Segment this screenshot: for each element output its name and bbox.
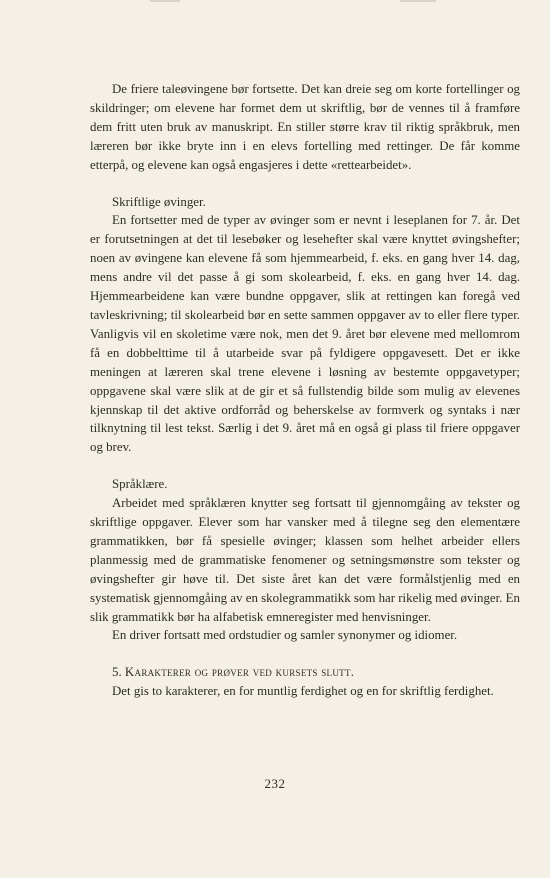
grammar-paragraph-2: En driver fortsatt med ordstudier og samler synonymer og idiomer. [112, 628, 458, 643]
section-5-paragraph: Det gis to karakterer, en for muntlig ferdighet og en for skriftlig ferdighet. [112, 684, 494, 699]
section-5-number: 5. [112, 665, 122, 680]
written-exercises-heading: Skriftlige øvinger. [112, 194, 206, 209]
page-number: 232 [264, 776, 286, 791]
top-edge-mark-right [400, 0, 436, 2]
top-edge-mark-left [150, 0, 180, 2]
spacer [90, 645, 520, 663]
spacer [90, 457, 520, 475]
intro-paragraph: De friere taleøvingene bør fortsette. Det kan dreie seg om korte fortellinger og skildringer; om elevene har formet dem ut skriftlig, bør de vennes til å framføre dem fritt uten bruk av manuskript. En stiller større krav til riktig språkbruk, men læreren bør ikke bryte inn i en elevs fortelling med rettinger. De får komme etterpå, og elevene kan også engasjeres i dette «rettearbeidet». [90, 82, 520, 172]
grammar-heading: Språklære. [112, 477, 168, 492]
grammar-paragraph-1: Arbeidet med språklæren knytter seg fortsatt til gjennomgåing av tekster og skriftlige oppgaver. Elever som har vansker med å tilegne seg den elementære grammatikken, bør få spesielle øvinger; klassen som helhet arbeider ellers planmessig med de grammatiske fenomener og setningsmønstre som tekster og øvingshefter gir høve til. Det siste året kan det være formålstjenlig med en systematisk gjennomgåing av en skolegrammatikk som har rikelig med øvinger. En slik grammatikk bør ha alfabetisk emneregister med henvisninger. [90, 496, 520, 624]
section-5-heading [90, 663, 520, 682]
section-5-title: Karakterer og prøver ved kursets slutt. [124, 665, 355, 680]
document-page [90, 56, 520, 701]
written-exercises-paragraph: En fortsetter med de typer av øvinger som er nevnt i leseplanen for 7. år. Det er forutsetningen at det til lesebøker og lesehefter skal være knyttet øvingshefter; noen av øvingene kan elevene få som hjemmearbeid, f. eks. en gang hver 14. dag, mens andre vil det passe å gi som skolearbeid, f. eks. en gang hver 14. dag. Hjemmearbeidene kan være bundne oppgaver, slik at rettingen kan foregå ved tavleskrivning; til skolearbeid bør en sette sammen oppgaver av to eller flere typer. Vanligvis vil en skoletime være nok, men det 9. året bør elevene med mellomrom få en dobbelttime til å utarbeide svar på fyldigere oppgavesett. Det er ikke meningen at læreren skal trene elevene i løsning av bestemte oppgavetyper; oppgavene skal være slik at de gir et så fullstendig bilde som mulig av elevenes kjennskap til det aktive ordforråd og beherskelse av formverk og syntaks i nær tilknytning til lest tekst. Særlig i det 9. året må en også gi plass til friere oppgaver og brev. [90, 213, 520, 455]
spacer [90, 175, 520, 193]
